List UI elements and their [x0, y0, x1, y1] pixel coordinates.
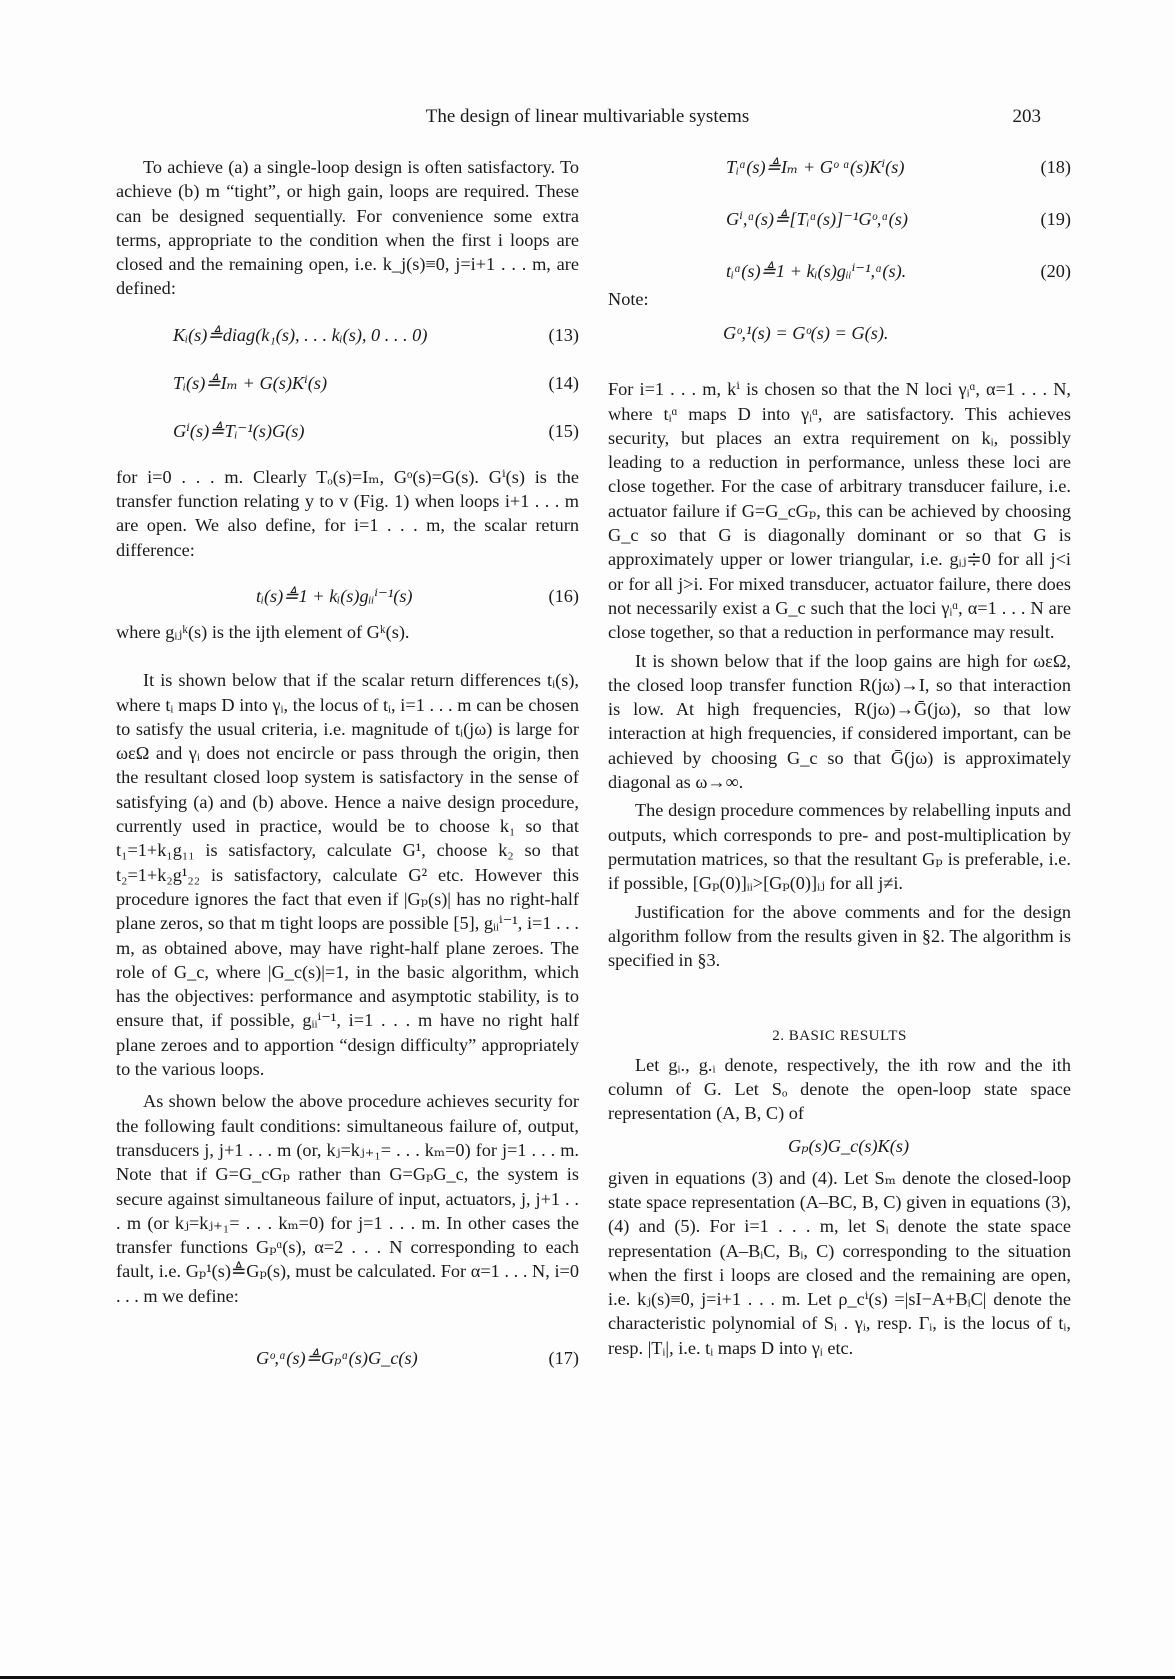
equation-number: (19) [1040, 209, 1071, 229]
equation-20 [608, 259, 1071, 283]
section-heading: 2. BASIC RESULTS [772, 1028, 907, 1045]
paragraph: It is shown below that if the scalar return differences tᵢ(s), where tᵢ maps D into γᵢ, the locus of tᵢ, i=1 . . . m can be chosen to satisfy the usual criteria, i.e. magnitude of tᵢ(jω) is large for ωεΩ and γᵢ does not encircle or pass through the origin, then the resultant closed loop system is satisfactory in the sense of satisfying (a) and (b) above. Hence a naive design procedure, currently used in practice, would be to choose k₁ so that t₁=1+k₁g₁₁ is satisfactory, calculate G¹, choose k₂ so that t₂=1+k₂g¹₂₂ is satisfactory, calculate G² etc. However this procedure ignores the fact that even if |Gₚ(s)| has no right-half plane zeros, so that m tight loops are possible [5], gᵢᵢⁱ⁻¹, i=1 . . . m, as obtained above, may have right-half plane zeroes. The role of G_c, where |G_c(s)|=1, in the basic algorithm, which has the objectives: performance and asymptotic stability, is to ensure that, if possible, gᵢᵢⁱ⁻¹, i=1 . . . m have no right half plane zeroes and to apportion “design difficulty” appropriately to the various loops. [116, 670, 579, 1080]
paragraph: As shown below the above procedure achieves security for the following fault conditions: simultaneous failure of, output, transducers j, j+1 . . . m (or, kⱼ=kⱼ₊₁= . . . kₘ=0) for j=1 . . . m. Note that if G=G_cGₚ rather than G=GₚG_c, the system is secure against simultaneous failure of input, actuators, j, j+1 . . . m (or kⱼ=kⱼ₊₁= . . . kₘ=0) for j=1 . . . m. In other cases the transfer functions Gₚᵅ(s), α=2 . . . N corresponding to each fault, i.e. Gₚ¹(s)≜Gₚ(s), must be calculated. For α=1 . . . N, i=0 . . . m we define: [116, 1091, 579, 1306]
equation-expression: Gⁱ(s)≜Tᵢ⁻¹(s)G(s) [173, 420, 305, 441]
equation-number: (14) [548, 372, 579, 393]
paragraph: for i=0 . . . m. Clearly Tₒ(s)=Iₘ, Gᵒ(s)=G(s). Gⁱ(s) is the transfer function relating y to v (Fig. 1) when loops i+1 . . . m are open. We also define, for i=1 . . . m, the scalar return difference: [116, 466, 579, 560]
equation-number: (16) [548, 585, 579, 606]
left-column [116, 155, 579, 1370]
equation-expression: tᵢᵅ(s)≜1 + kᵢ(s)gᵢᵢⁱ⁻¹,ᵅ(s). [726, 261, 907, 281]
equation-18 [608, 155, 1071, 179]
equation-number: (15) [548, 420, 579, 441]
equation-expression: Gᵒ,¹(s) = Gᵒ(s) = G(s). [723, 323, 889, 344]
paragraph: where gᵢⱼᵏ(s) is the ijth element of Gᵏ(s). [116, 621, 410, 642]
running-title: The design of linear multivariable systems [425, 106, 750, 127]
note-label: Note: [608, 289, 649, 309]
equation-expression: Gⁱ,ᵅ(s)≜[Tᵢᵅ(s)]⁻¹Gᵒ,ᵅ(s) [726, 209, 908, 229]
paragraph: To achieve (a) a single-loop design is often satisfactory. To achieve (b) m “tight”, or high gain, loops are required. These can be designed sequentially. For convenience some extra terms, appropriate to the condition when the first i loops are closed and the remaining open, i.e. k_j(s)≡0, j=i+1 . . . m, are defined: [116, 157, 579, 299]
paragraph: given in equations (3) and (4). Let Sₘ denote the closed-loop state space representation (A–BC, B, C) given in equations (3), (4) and (5). For i=1 . . . m, let Sᵢ denote the state space representation (A–BᵢC, Bᵢ, C) corresponding to the situation when the first i loops are closed and the remaining are open, i.e. kⱼ(s)≡0, j=i+1 . . . m. Let ρ_cⁱ(s) =|sI−A+BᵢC| denote the characteristic polynomial of Sᵢ . γᵢ, resp. Γᵢ, is the locus of tᵢ, resp. |Tᵢ|, i.e. tᵢ maps D into γᵢ etc. [608, 1167, 1071, 1358]
equation-number: (13) [548, 324, 579, 345]
equation-expression: tᵢ(s)≜1 + kᵢ(s)gᵢᵢⁱ⁻¹(s) [256, 585, 413, 606]
page-number: 203 [1012, 106, 1041, 127]
equation-15 [116, 419, 579, 443]
equation-17 [116, 1346, 579, 1370]
equation-expression: Tᵢᵅ(s)≜Iₘ + Gᵒ ᵅ(s)Kⁱ(s) [726, 157, 905, 177]
equation-number: (20) [1040, 261, 1071, 281]
paragraph: Let gᵢ., g.ᵢ denote, respectively, the ith row and the ith column of G. Let Sₒ denote the open-loop state space representation (A, B, C) of [608, 1054, 1071, 1124]
equation-expression: Gᵒ,ᵅ(s)≜Gₚᵅ(s)G_c(s) [256, 1347, 418, 1368]
equation-expression: Tᵢ(s)≜Iₘ + G(s)Kⁱ(s) [173, 372, 328, 393]
equation-16 [116, 584, 579, 608]
equation-13 [116, 323, 579, 347]
page-header [0, 106, 1175, 136]
paragraph: The design procedure commences by relabelling inputs and outputs, which corresponds to pre- and post-multiplication by permutation matrices, so that the resultant Gₚ is preferable, i.e. if possible, [Gₚ(0)]ᵢᵢ>[Gₚ(0)]ᵢⱼ for all j≠i. [608, 800, 1071, 894]
equation-number: (17) [548, 1347, 579, 1368]
equation-expression: Gₚ(s)G_c(s)K(s) [788, 1135, 910, 1156]
paragraph: Justification for the above comments and for the design algorithm follow from the results given in §2. The algorithm is specified in §3. [608, 901, 1071, 971]
right-column [608, 155, 1071, 1360]
note-equation [608, 321, 1071, 345]
paragraph: For i=1 . . . m, kⁱ is chosen so that the N loci γᵢᵅ, α=1 . . . N, where tᵢᵅ maps D into γᵢᵅ, are satisfactory. This achieves security, but places an extra requirement on kᵢ, possibly leading to a reduction in performance, unless these loci are close together. For the case of arbitrary transducer failure, i.e. actuator failure if G=G_cGₚ, this can be achieved by choosing G_c so that G is diagonally dominant or so that G is approximately upper or lower triangular, i.e. gᵢⱼ≑0 for all j<i or for all j>i. For mixed transducer, actuator failure, there does not necessarily exist a G_c such that the loci γᵢᵅ, α=1 . . . N are close together, so that a reduction in performance may result. [608, 379, 1071, 643]
paragraph: It is shown below that if the loop gains are high for ωεΩ, the closed loop transfer function R(jω)→I, so that interaction is low. At high frequencies, R(jω)→Ḡ(jω), so that low interaction at high frequencies, if considered important, can be achieved by choosing G_c so that Ḡ(jω) is approximately diagonal as ω→∞. [608, 650, 1071, 793]
equation-gpgck [608, 1134, 1071, 1158]
equation-expression: Kᵢ(s)≜diag(k₁(s), . . . kᵢ(s), 0 . . . 0) [173, 324, 428, 345]
equation-number: (18) [1040, 157, 1071, 177]
equation-19 [608, 207, 1071, 231]
equation-14 [116, 371, 579, 395]
